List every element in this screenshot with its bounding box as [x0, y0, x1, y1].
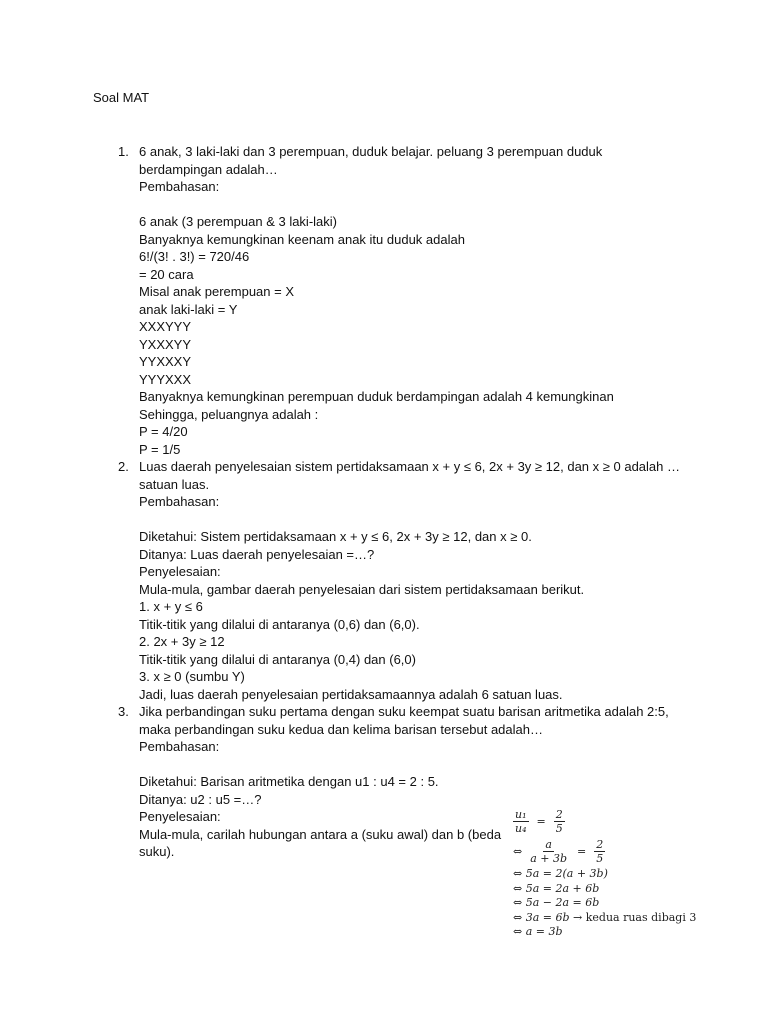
- solution-line: Misal anak perempuan = X: [139, 284, 295, 299]
- fraction-denominator: u₄: [515, 821, 527, 835]
- solution-line: Diketahui: Barisan aritmetika dengan u1 : u4 = 2 : 5.: [139, 774, 439, 789]
- arrangement-line: YYXXXY: [139, 354, 192, 369]
- math-step: ⇔ 5a − 2a = 6b: [513, 896, 600, 909]
- solution-line: suku).: [139, 844, 175, 859]
- blank-line: [139, 196, 678, 214]
- equals-sign: =: [536, 814, 546, 828]
- math-ratio-row: [513, 806, 713, 836]
- solution-line: 1. x + y ≤ 6: [139, 599, 203, 614]
- problem-number: 2.: [118, 459, 129, 474]
- fraction-denominator: 5: [555, 821, 563, 835]
- math-step: ⇔ a = 3b: [513, 925, 563, 938]
- problem-text-line: maka perbandingan suku kedua dan kelima barisan tersebut adalah…: [139, 721, 543, 737]
- solution-line: P = 4/20: [139, 424, 188, 439]
- solution-line: 6!/(3! . 3!) = 720/46: [139, 249, 250, 264]
- solution-line: Titik-titik yang dilalui di antaranya (0,6) dan (6,0).: [139, 616, 420, 632]
- section-label: Pembahasan:: [139, 739, 220, 754]
- equivalence-icon: ⇔: [513, 844, 523, 858]
- solution-line: Penyelesaian:: [139, 564, 221, 579]
- fraction-numerator: 2: [555, 807, 563, 821]
- problem-text-line: Jika perbandingan suku pertama dengan suku keempat suatu barisan aritmetika adalah 2:5,: [139, 704, 669, 719]
- math-step: ⇔ 5a = 2(a + 3b): [513, 867, 608, 880]
- solution-line: Mula-mula, carilah hubungan antara a (suku awal) dan b (beda: [139, 826, 502, 842]
- section-label: Pembahasan:: [139, 494, 220, 509]
- math-note: kedua ruas dibagi 3: [585, 910, 697, 924]
- math-step: ⇔ 3a = 6b →: [513, 910, 583, 924]
- blank-line: [139, 756, 678, 774]
- problem-item-2: [118, 458, 678, 703]
- problem-list: [118, 143, 678, 861]
- fraction-denominator: 5: [596, 851, 604, 865]
- fraction-2-5: [554, 808, 565, 835]
- arrangement-line: XXXYYY: [139, 319, 192, 334]
- page-title: Soal MAT: [93, 90, 150, 105]
- problem-text-line: 6 anak, 3 laki-laki dan 3 perempuan, duduk belajar. peluang 3 perempuan duduk: [139, 144, 603, 159]
- solution-line: 3. x ≥ 0 (sumbu Y): [139, 669, 245, 684]
- solution-line: anak laki-laki = Y: [139, 301, 238, 317]
- math-substitution-row: [513, 836, 713, 866]
- solution-line: Titik-titik yang dilalui di antaranya (0,4) dan (6,0): [139, 651, 416, 667]
- problem-text-line: berdampingan adalah…: [139, 161, 278, 177]
- math-step: ⇔ 5a = 2a + 6b: [513, 881, 600, 895]
- fraction-numerator: 2: [596, 837, 604, 851]
- solution-line: Diketahui: Sistem pertidaksamaan x + y ≤ 6, 2x + 3y ≥ 12, dan x ≥ 0.: [139, 529, 532, 544]
- fraction-denominator: a + 3b: [530, 851, 568, 865]
- arrangement-line: YYYXXX: [139, 371, 192, 387]
- answer-line: Jadi, luas daerah penyelesaian pertidaksamaannya adalah 6 satuan luas.: [139, 686, 563, 702]
- solution-line: Sehingga, peluangnya adalah :: [139, 406, 319, 422]
- solution-line: Ditanya: u2 : u5 =…?: [139, 791, 262, 807]
- fraction-2-5: [594, 838, 605, 865]
- fraction-numerator: a: [545, 837, 552, 851]
- solution-line: = 20 cara: [139, 266, 194, 282]
- fraction-u1-u4: [513, 808, 529, 835]
- blank-line: [139, 511, 678, 529]
- math-derivation: [513, 806, 713, 939]
- math-step-with-note: [513, 910, 713, 925]
- solution-line: Banyaknya kemungkinan keenam anak itu duduk adalah: [139, 231, 465, 247]
- arrangement-line: YXXXYY: [139, 336, 192, 352]
- answer-line: P = 1/5: [139, 441, 181, 457]
- solution-line: Mula-mula, gambar daerah penyelesaian dari sistem pertidaksamaan berikut.: [139, 581, 585, 597]
- solution-line: Penyelesaian:: [139, 809, 221, 824]
- problem-text-line: Luas daerah penyelesaian sistem pertidaksamaan x + y ≤ 6, 2x + 3y ≥ 12, dan x ≥ 0 adalah …: [139, 459, 680, 474]
- solution-line: Banyaknya kemungkinan perempuan duduk berdampingan adalah 4 kemungkinan: [139, 389, 614, 404]
- equals-sign: =: [577, 844, 587, 858]
- problem-number: 1.: [118, 144, 129, 159]
- solution-line: 6 anak (3 perempuan & 3 laki-laki): [139, 214, 337, 229]
- solution-line: Ditanya: Luas daerah penyelesaian =…?: [139, 546, 375, 562]
- problem-number: 3.: [118, 704, 129, 719]
- problem-text-line: satuan luas.: [139, 476, 210, 492]
- fraction-numerator: u₁: [515, 807, 527, 821]
- fraction-a-over-a3b: [528, 838, 569, 865]
- problem-item-1: [118, 143, 678, 458]
- section-label: Pembahasan:: [139, 179, 220, 194]
- solution-line: 2. 2x + 3y ≥ 12: [139, 634, 225, 649]
